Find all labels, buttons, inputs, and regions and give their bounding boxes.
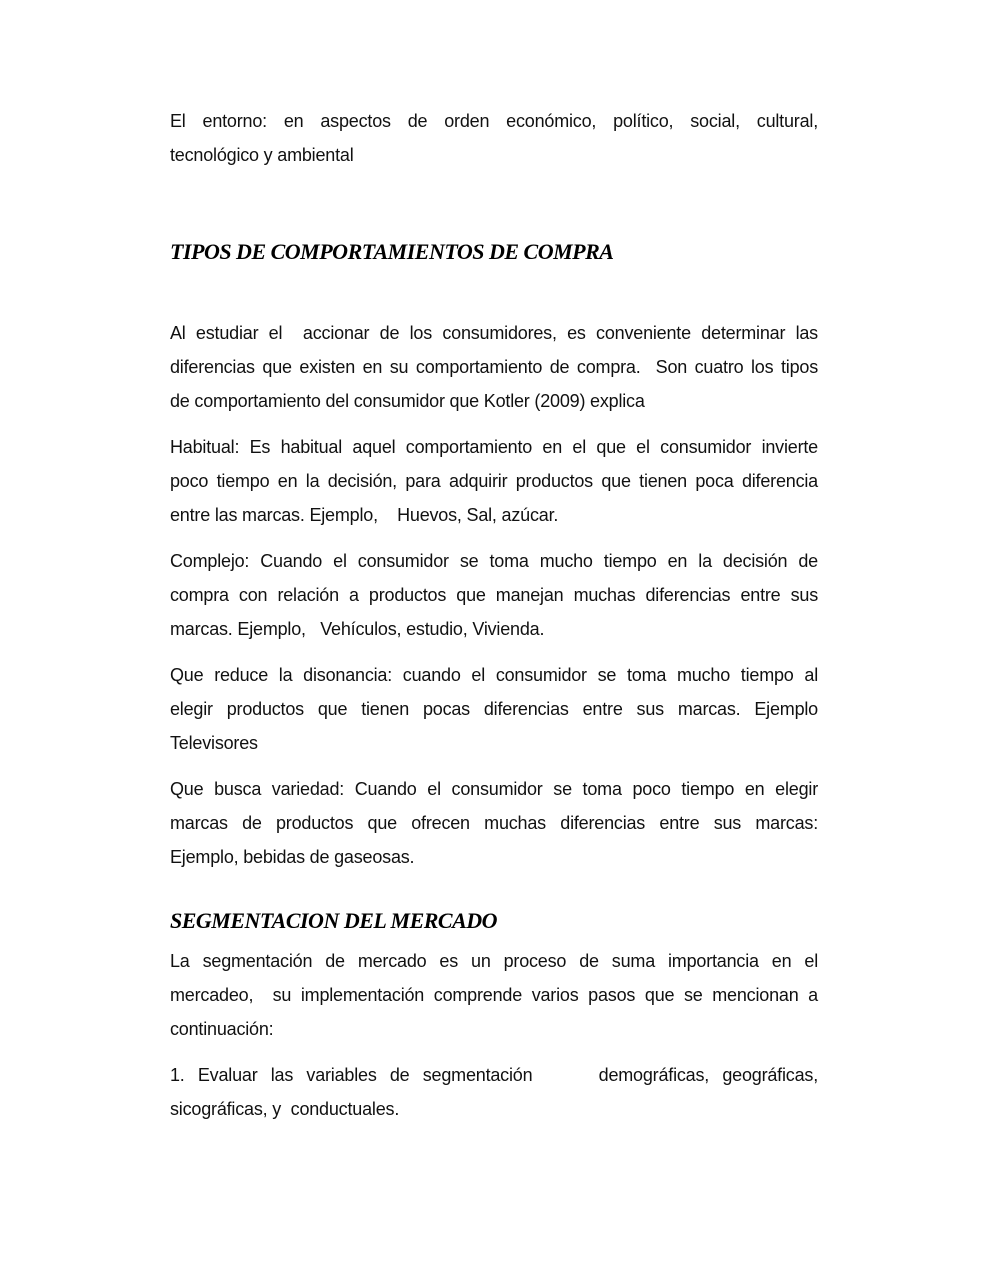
paragraph-habitual (170, 430, 818, 532)
text-line: Que reduce la disonancia: cuando el consumidor se toma mucho tiempo al (170, 665, 818, 685)
paragraph-que-reduce-disonancia (170, 658, 818, 760)
paragraph-evaluar-variables (170, 1058, 818, 1126)
text-line: continuación: (170, 1019, 274, 1039)
text-line: elegir productos que tienen pocas diferencias entre sus marcas. Ejemplo (170, 699, 818, 719)
text-line: sicográficas, y conductuales. (170, 1099, 400, 1119)
paragraph-complejo (170, 544, 818, 646)
text-line: poco tiempo en la decisión, para adquirir productos que tienen poca diferencia (170, 471, 818, 491)
text-line: El entorno: en aspectos de orden económico, político, social, cultural, (170, 111, 818, 131)
text-line: Que busca variedad: Cuando el consumidor se toma poco tiempo en elegir (170, 779, 818, 799)
heading-segmentacion-del-mercado: SEGMENTACION DEL MERCADO (170, 908, 498, 933)
text-line: marcas de productos que ofrecen muchas diferencias entre sus marcas: (170, 813, 818, 833)
text-line: de comportamiento del consumidor que Kotler (2009) explica (170, 391, 645, 411)
text-line: Televisores (170, 733, 258, 753)
text-line: entre las marcas. Ejemplo, Huevos, Sal, azúcar. (170, 505, 559, 525)
text-line: compra con relación a productos que manejan muchas diferencias entre sus (170, 585, 818, 605)
paragraph-que-busca-variedad (170, 772, 818, 874)
text-line: Al estudiar el accionar de los consumidores, es conveniente determinar las (170, 323, 818, 343)
text-line: tecnológico y ambiental (170, 145, 354, 165)
text-line: Habitual: Es habitual aquel comportamiento en el que el consumidor invierte (170, 437, 818, 457)
text-line: La segmentación de mercado es un proceso de suma importancia en el (170, 951, 818, 971)
text-line: Complejo: Cuando el consumidor se toma mucho tiempo en la decisión de (170, 551, 818, 571)
text-line: marcas. Ejemplo, Vehículos, estudio, Vivienda. (170, 619, 545, 639)
paragraph-el-entorno (170, 104, 818, 172)
text-line: mercadeo, su implementación comprende varios pasos que se mencionan a (170, 985, 818, 1005)
paragraph-al-estudiar (170, 316, 818, 418)
heading-tipos-de-comportamientos: TIPOS DE COMPORTAMIENTOS DE COMPRA (170, 239, 614, 264)
text-line: Ejemplo, bebidas de gaseosas. (170, 847, 415, 867)
text-line: diferencias que existen en su comportamiento de compra. Son cuatro los tipos (170, 357, 818, 377)
text-line: 1. Evaluar las variables de segmentación demográficas, geográficas, (170, 1065, 818, 1085)
paragraph-la-segmentacion (170, 944, 818, 1046)
